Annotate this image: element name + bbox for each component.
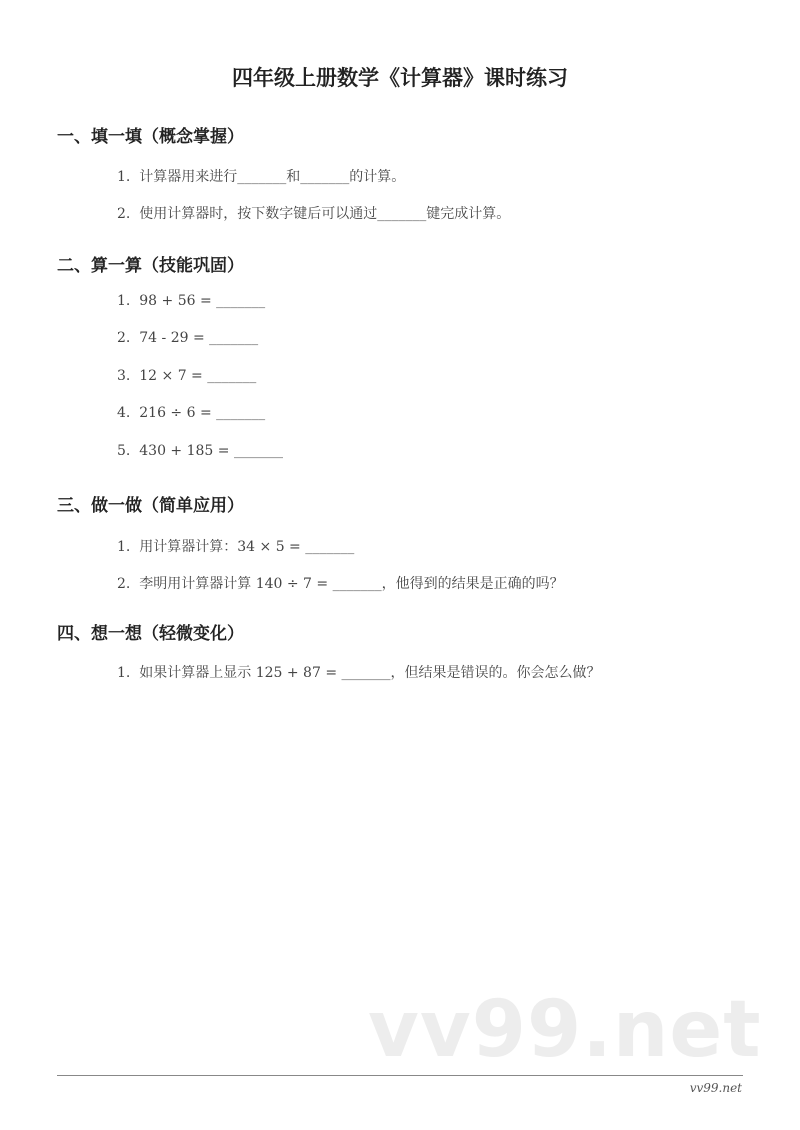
section-heading-4: 四、想一想（轻微变化）: [57, 624, 244, 644]
question-2-3: 3. 12 × 7 = _______: [117, 368, 257, 384]
footer-site: vv99.net: [689, 1081, 742, 1095]
question-1-2: 2. 使用计算器时，按下数字键后可以通过_______键完成计算。: [117, 206, 511, 222]
question-2-5: 5. 430 + 185 = _______: [117, 443, 283, 459]
watermark: vv99.net: [368, 985, 762, 1075]
section-heading-2: 二、算一算（技能巩固）: [57, 256, 244, 276]
question-3-2: 2. 李明用计算器计算 140 ÷ 7 = _______，他得到的结果是正确的吗？: [117, 576, 564, 592]
question-2-4: 4. 216 ÷ 6 = _______: [117, 405, 266, 421]
question-2-1: 1. 98 + 56 = _______: [117, 293, 266, 309]
page-title: 四年级上册数学《计算器》课时练习: [232, 66, 568, 90]
footer-divider: [57, 1075, 743, 1076]
section-heading-1: 一、填一填（概念掌握）: [57, 127, 244, 147]
question-2-2: 2. 74 - 29 = _______: [117, 330, 259, 346]
question-1-1: 1. 计算器用来进行_______和_______的计算。: [117, 169, 406, 185]
question-3-1: 1. 用计算器计算：34 × 5 = _______: [117, 539, 355, 555]
question-4-1: 1. 如果计算器上显示 125 + 87 = _______，但结果是错误的。你会怎么做？: [117, 665, 601, 681]
section-heading-3: 三、做一做（简单应用）: [57, 496, 244, 516]
